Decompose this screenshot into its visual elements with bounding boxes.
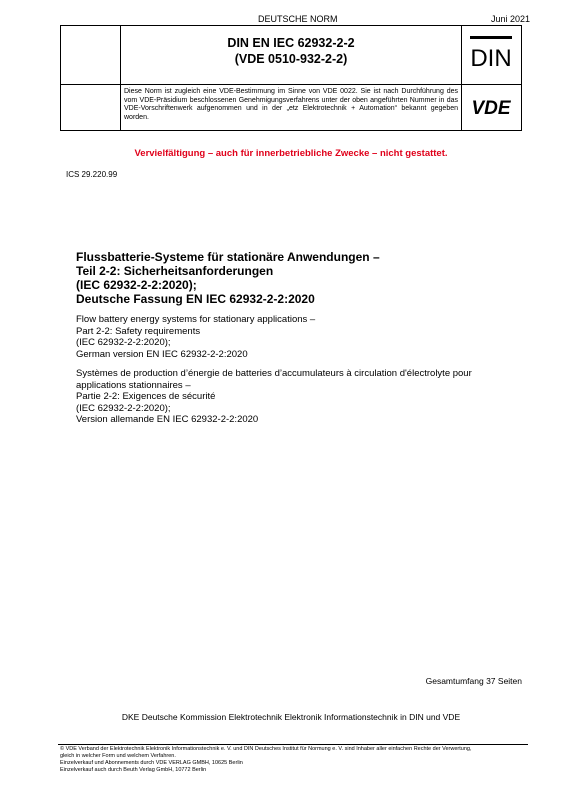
title-german-line: Flussbatterie-Systeme für stationäre Anwendungen – — [76, 250, 380, 264]
title-french-line: Partie 2-2: Exigences de sécurité — [76, 391, 216, 402]
din-logo-text: DIN — [470, 45, 512, 72]
total-pages: Gesamtumfang 37 Seiten — [425, 676, 522, 686]
footer-line: © VDE Verband der Elektrotechnik Elektronik Informationstechnik e. V. und DIN Deutsches Institut für Normung e. V. sind Inhaber aller einfachen Rechte der Verwertung, — [60, 746, 472, 752]
footer-line: Einzelverkauf und Abonnements durch VDE VERLAG GMBH, 10625 Berlin — [60, 760, 243, 766]
title-english-line: (IEC 62932-2-2:2020); — [76, 337, 171, 348]
committee-name: DKE Deutsche Kommission Elektrotechnik Elektronik Informationstechnik in DIN und VDE — [121, 712, 461, 722]
header-doc-type: DEUTSCHE NORM — [258, 14, 338, 24]
header-date: Juni 2021 — [490, 14, 530, 24]
title-german-line: Deutsche Fassung EN IEC 62932-2-2:2020 — [76, 292, 315, 306]
title-french-line: Version allemande EN IEC 62932-2-2:2020 — [76, 414, 259, 425]
din-logo — [466, 32, 516, 72]
vde-logo-text: VDE — [471, 98, 511, 118]
title-english-line: Part 2-2: Safety requirements — [76, 325, 201, 337]
title-english-line: Flow battery energy systems for stationary applications – — [76, 314, 316, 325]
copyright-footer — [60, 746, 526, 774]
copy-warning: Vervielfältigung – auch für innerbetriebliche Zwecke – nicht gestattet. — [134, 148, 448, 159]
title-french — [76, 368, 536, 426]
footer-line: gleich in welcher Form und welchem Verfahren. — [60, 753, 176, 759]
title-english — [76, 314, 536, 360]
title-french-line: applications stationnaires – — [76, 379, 191, 391]
vde-description: Diese Norm ist zugleich eine VDE-Bestimmung im Sinne von VDE 0022. Sie ist nach Durchführung des vom VDE-Präsidium beschlossenen Genehmigungsverfahrens unter der oben angeführten Nummer in das VDE-Vorschriftenwerk aufgenommen und in der „etz Elektrotechnik + Automation“ bekannt gegeben worden. — [124, 88, 458, 121]
vde-logo — [466, 96, 516, 118]
title-english-line: German version EN IEC 62932-2-2:2020 — [76, 348, 248, 360]
title-french-line: (IEC 62932-2-2:2020); — [76, 402, 171, 414]
footer-line: Einzelverkauf auch durch Beuth Verlag GmbH, 10772 Berlin — [60, 767, 207, 773]
title-german-line: (IEC 62932-2-2:2020); — [76, 278, 197, 292]
box-divider-horizontal — [61, 84, 521, 85]
vde-number: (VDE 0510-932-2-2) — [234, 52, 348, 66]
footer-divider — [58, 744, 528, 745]
title-german-line: Teil 2-2: Sicherheitsanforderungen — [76, 264, 274, 278]
title-german — [76, 250, 516, 306]
norm-number: DIN EN IEC 62932-2-2 — [227, 36, 355, 50]
title-french-line: Systèmes de production d’énergie de batteries d’accumulateurs à circulation d'électrolyte pour — [76, 368, 472, 379]
ics-code: ICS 29.220.99 — [66, 170, 118, 179]
